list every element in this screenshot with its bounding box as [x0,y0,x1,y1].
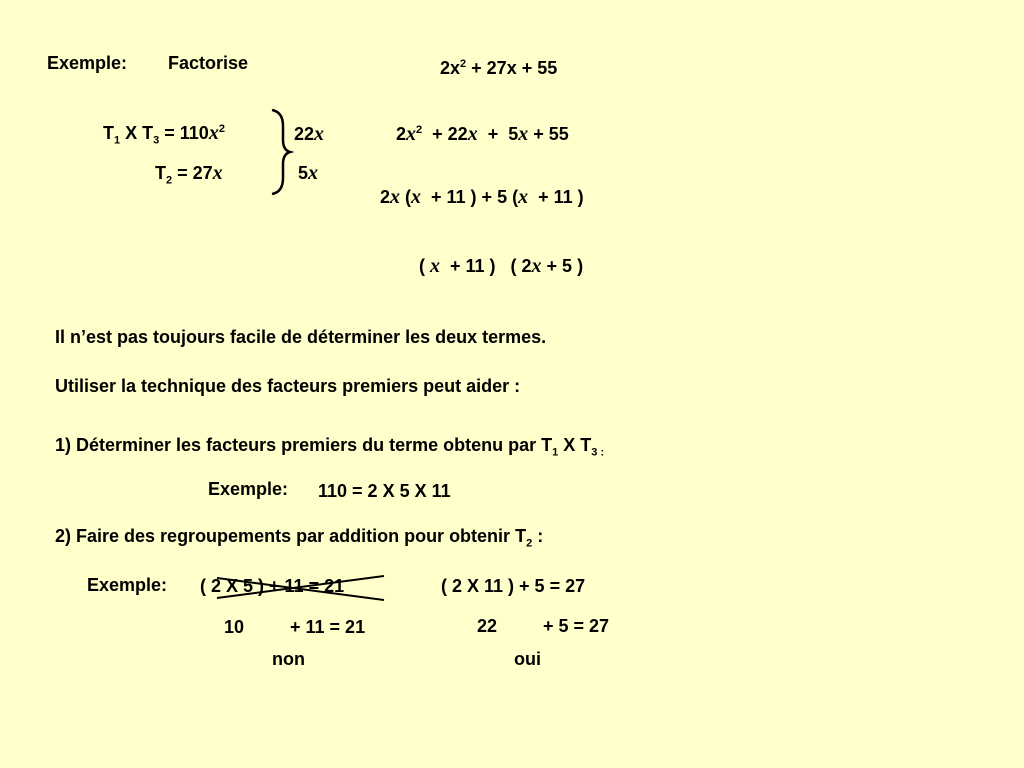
t1-times-t3: $T_1$ X $T_3 = 110x^2$ [103,122,225,147]
step-1-text: 1) Déterminer les facteurs premiers du terme obtenu par $T_1$ X $T_{3 :}$ [55,435,605,459]
note-line-1: Il n’est pas toujours facile de déterminer les deux termes. [55,327,547,347]
result-non: non [272,649,305,669]
calc-2-b: + 5 = 27 [543,616,610,636]
note-line-2: Utiliser la technique des facteurs premiers peut aider : [55,376,521,396]
main-expression: $2x^2 + 27x + 55$ [440,58,558,78]
calc-1-a: 10 [224,617,245,637]
instruction-factorise: Factorise [168,53,249,73]
grouping-step: 2x (x + 11 ) + 5 (x + 11 ) [380,186,584,208]
calc-1-b: + 11 = 21 [290,617,366,637]
t2-value: $T_2 = 27x$ [155,162,223,187]
option-2: ( 2 X 11 ) + 5 = 27 [441,576,586,596]
example-label: Exemple: [47,53,128,73]
curly-brace [272,110,290,194]
example-1-value: 110 = 2 X 5 X 11 [318,481,451,501]
example-1-label: Exemple: [208,479,289,499]
step-2-text: 2) Faire des regroupements par addition pour obtenir $T_2$ : [55,526,544,550]
example-2-label: Exemple: [87,575,168,595]
result-oui: oui [514,649,541,669]
expansion-step: $2x^2 + 22x + 5x + 55$ [396,123,569,145]
factored-result: ( x + 11 ) ( 2x + 5 ) [419,255,584,277]
term-22x: 22x [294,123,325,145]
term-5x: 5x [298,162,319,184]
option-1-crossed: ( 2 X 5 ) + 11 = 21 [200,576,345,596]
calc-2-a: 22 [477,616,498,636]
